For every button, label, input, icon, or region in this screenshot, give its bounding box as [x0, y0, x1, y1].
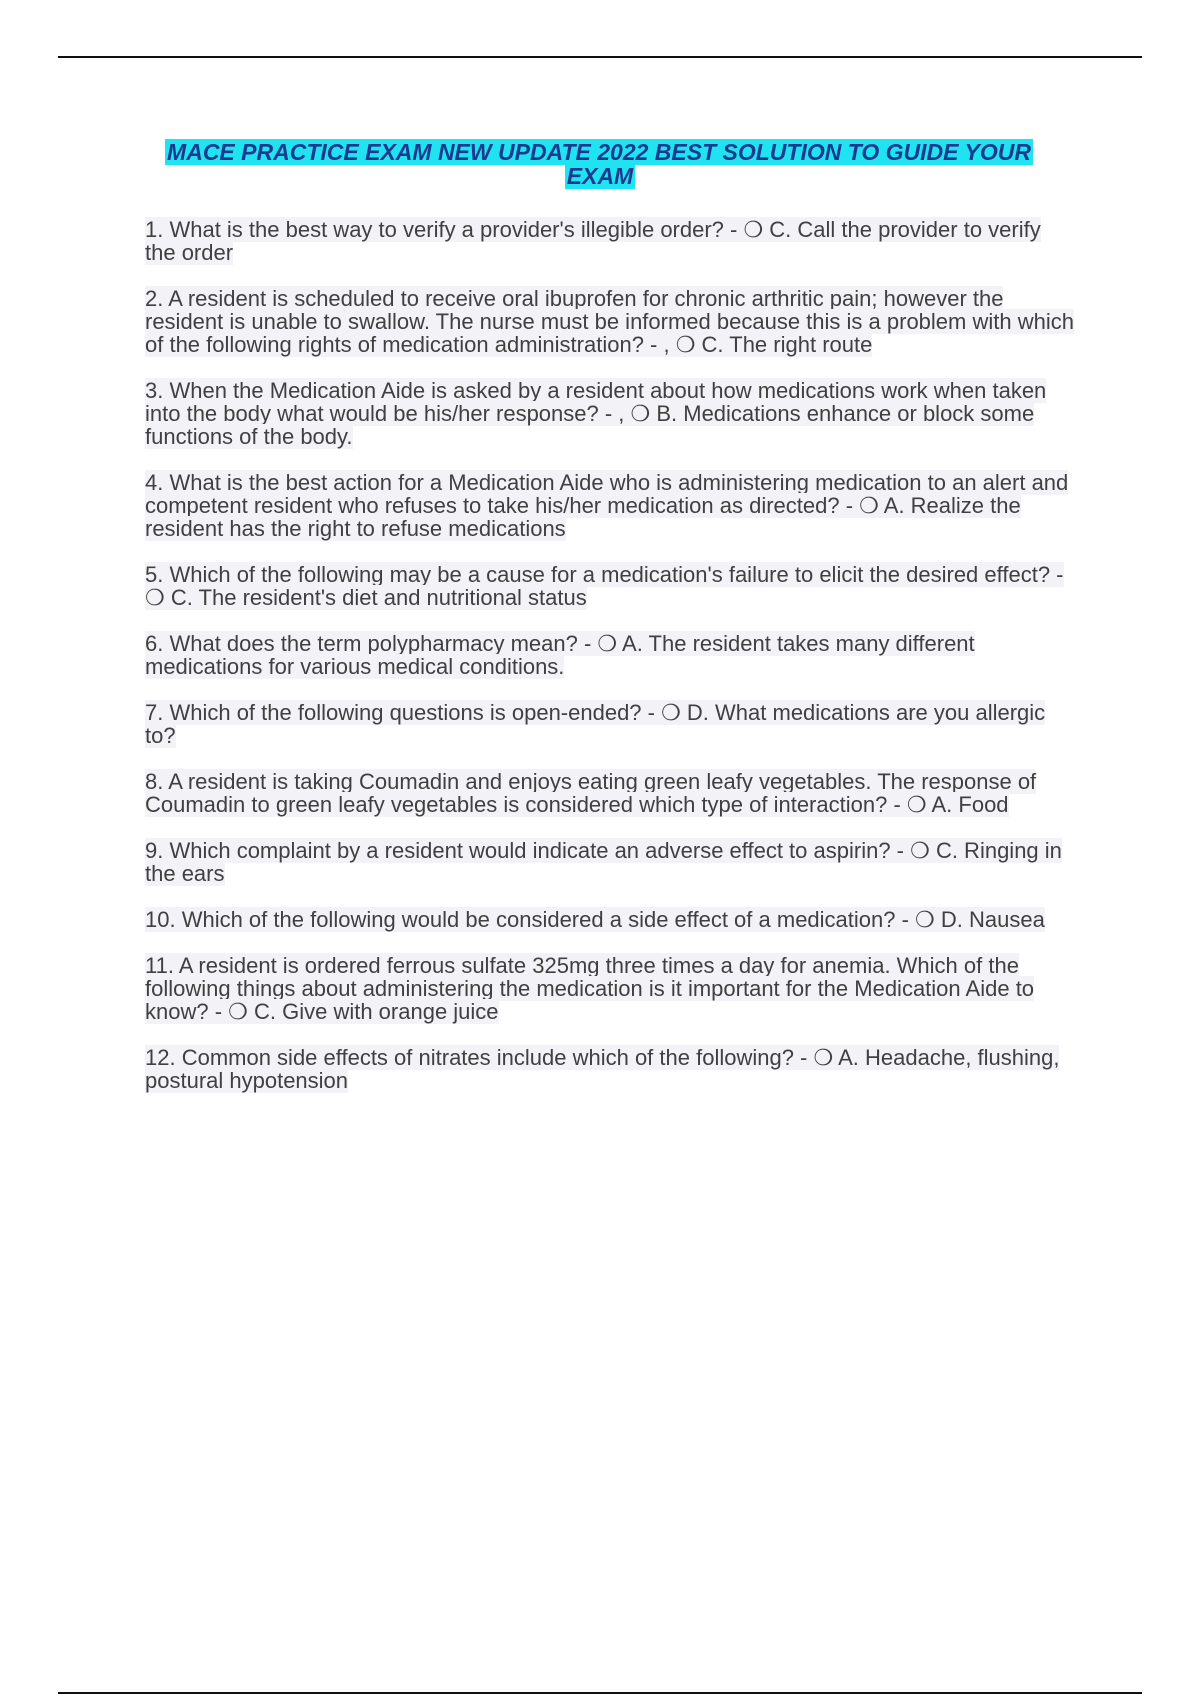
- question-text: 1. What is the best way to verify a provider's illegible order? - ❍ C. Call the provider to verify the order: [145, 217, 1041, 265]
- question-item-10: [145, 908, 1075, 931]
- top-rule: [58, 56, 1142, 58]
- question-item-12: [145, 1046, 1075, 1092]
- question-item-11: [145, 954, 1075, 1023]
- question-list: [145, 218, 1075, 1115]
- question-item-8: [145, 770, 1075, 816]
- question-item-7: [145, 701, 1075, 747]
- question-item-4: [145, 471, 1075, 540]
- question-text: 3. When the Medication Aide is asked by a resident about how medications work when taken into the body what would be his/her response? - , ❍ B. Medications enhance or block some functions of the body.: [145, 378, 1047, 449]
- document-title-text: MACE PRACTICE EXAM NEW UPDATE 2022 BEST SOLUTION TO GUIDE YOUR EXAM: [167, 139, 1031, 189]
- question-item-3: [145, 379, 1075, 448]
- question-text: 9. Which complaint by a resident would indicate an adverse effect to aspirin? - ❍ C. Ringing in the ears: [145, 838, 1062, 886]
- question-item-6: [145, 632, 1075, 678]
- question-item-1: [145, 218, 1075, 264]
- question-item-5: [145, 563, 1075, 609]
- question-text: 12. Common side effects of nitrates include which of the following? - ❍ A. Headache, flushing, postural hypotension: [145, 1045, 1060, 1093]
- question-text: 2. A resident is scheduled to receive oral ibuprofen for chronic arthritic pain; however the resident is unable to swallow. The nurse must be informed because this is a problem with which of the following rights of medication administration? - , ❍ C. The right route: [145, 286, 1074, 357]
- question-item-9: [145, 839, 1075, 885]
- question-text: 4. What is the best action for a Medication Aide who is administering medication to an alert and competent resident who refuses to take his/her medication as directed? - ❍ A. Realize the resident has the right to refuse medications: [145, 470, 1069, 541]
- question-text: 5. Which of the following may be a cause for a medication's failure to elicit the desired effect? - ❍ C. The resident's diet and nutritional status: [145, 562, 1064, 610]
- bottom-rule: [58, 1692, 1142, 1694]
- question-text: 8. A resident is taking Coumadin and enjoys eating green leafy vegetables. The response of Coumadin to green leafy vegetables is considered which type of interaction? - ❍ A. Food: [145, 769, 1037, 817]
- question-text: 6. What does the term polypharmacy mean? - ❍ A. The resident takes many different medications for various medical conditions.: [145, 631, 975, 679]
- question-text: 10. Which of the following would be considered a side effect of a medication? - ❍ D. Nausea: [145, 907, 1045, 932]
- question-item-2: [145, 287, 1075, 356]
- question-text: 7. Which of the following questions is open-ended? - ❍ D. What medications are you allergic to?: [145, 700, 1046, 748]
- document-title: [130, 140, 1070, 188]
- question-text: 11. A resident is ordered ferrous sulfate 325mg three times a day for anemia. Which of the following things about administering the medication is it important for the Medication Aide to know? - ❍ C. Give with orange juice: [145, 953, 1035, 1024]
